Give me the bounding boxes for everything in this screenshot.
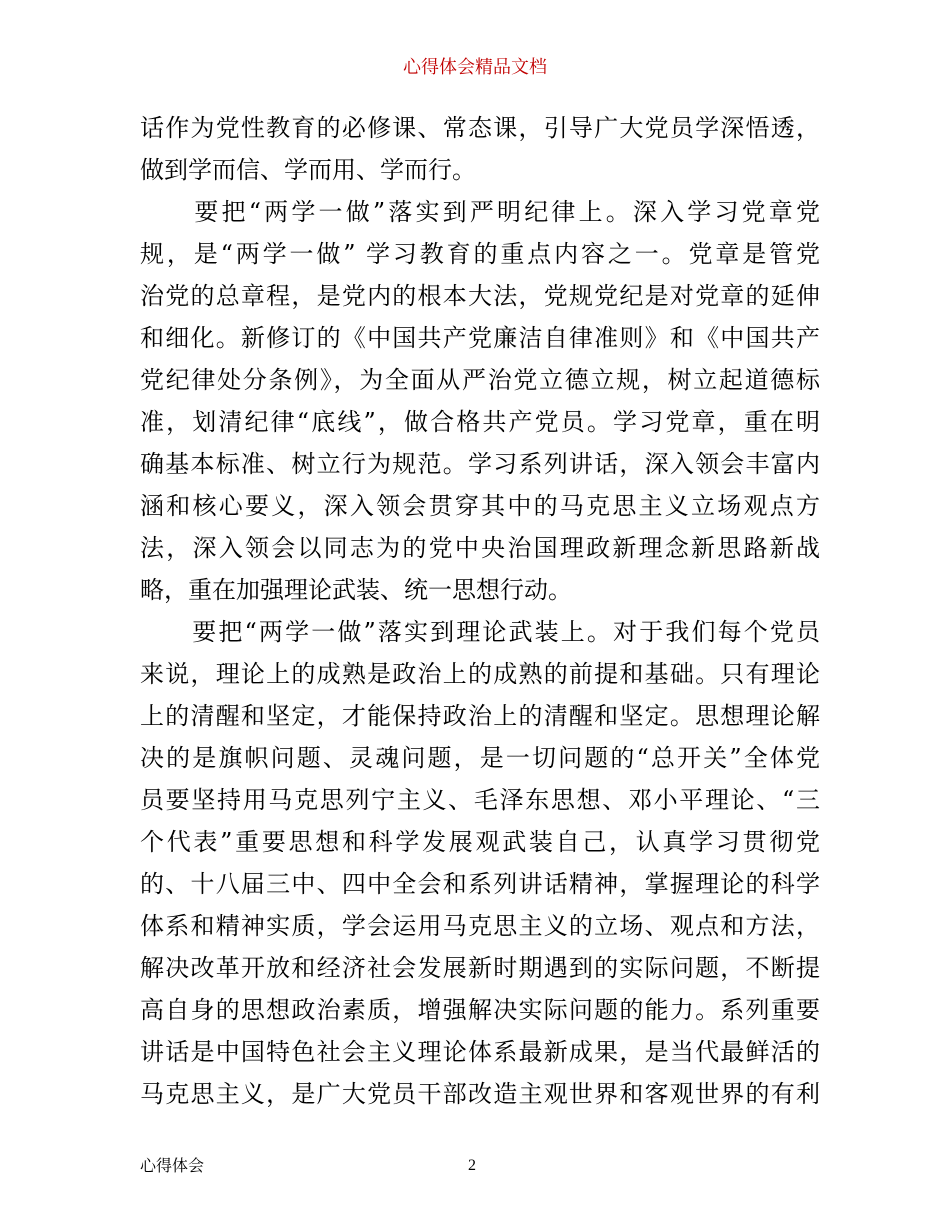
text-line: 和细化。新修订的《中国共产党廉洁自律准则》和《中国共产 xyxy=(140,324,820,352)
text-line: 马克思主义，是广大党员干部改造主观世界和客观世界的有利 xyxy=(140,1080,820,1108)
text-line: 党纪律处分条例》，为全面从严治党立德立规，树立起道德标 xyxy=(140,366,820,394)
text-line: 准，划清纪律“底线”，做合格共产党员。学习党章，重在明 xyxy=(140,408,820,436)
document-header-title: 心得体会精品文档 xyxy=(403,57,547,78)
text-line: 员要坚持用马克思列宁主义、毛泽东思想、邓小平理论、“三 xyxy=(140,786,820,814)
text-line: 法，深入领会以同志为的党中央治国理政新理念新思路新战 xyxy=(140,534,820,562)
text-line: 略，重在加强理论武装、统一思想行动。 xyxy=(140,576,572,604)
text-line: 上的清醒和坚定，才能保持政治上的清醒和坚定。思想理论解 xyxy=(140,702,820,730)
text-line: 决的是旗帜问题、灵魂问题，是一切问题的“总开关”全体党 xyxy=(140,744,820,772)
footer-label: 心得体会 xyxy=(140,1156,205,1175)
document-body xyxy=(140,107,820,1115)
text-line: 要把“两学一做”落实到理论武装上。对于我们每个党员 xyxy=(140,618,820,646)
text-line: 高自身的思想政治素质，增强解决实际问题的能力。系列重要 xyxy=(140,996,820,1024)
text-line: 确基本标准、树立行为规范。学习系列讲话，深入领会丰富内 xyxy=(140,450,820,478)
text-line: 解决改革开放和经济社会发展新时期遇到的实际问题，不断提 xyxy=(140,954,820,982)
text-line: 个代表”重要思想和科学发展观武装自己，认真学习贯彻党 xyxy=(140,828,820,856)
text-line: 治党的总章程，是党内的根本大法，党规党纪是对党章的延伸 xyxy=(140,282,820,310)
text-line: 要把“两学一做”落实到严明纪律上。深入学习党章党 xyxy=(140,198,820,226)
text-line: 规，是“两学一做” 学习教育的重点内容之一。党章是管党 xyxy=(140,240,820,268)
text-line: 体系和精神实质，学会运用马克思主义的立场、观点和方法， xyxy=(140,912,820,940)
text-line: 做到学而信、学而用、学而行。 xyxy=(140,156,476,184)
page-number: 2 xyxy=(468,1157,476,1174)
text-line: 话作为党性教育的必修课、常态课，引导广大党员学深悟透， xyxy=(140,114,820,142)
text-line: 的、十八届三中、四中全会和系列讲话精神，掌握理论的科学 xyxy=(140,870,820,898)
text-line: 涵和核心要义，深入领会贯穿其中的马克思主义立场观点方 xyxy=(140,492,820,520)
text-line: 来说，理论上的成熟是政治上的成熟的前提和基础。只有理论 xyxy=(140,660,820,688)
text-line: 讲话是中国特色社会主义理论体系最新成果，是当代最鲜活的 xyxy=(140,1038,820,1066)
